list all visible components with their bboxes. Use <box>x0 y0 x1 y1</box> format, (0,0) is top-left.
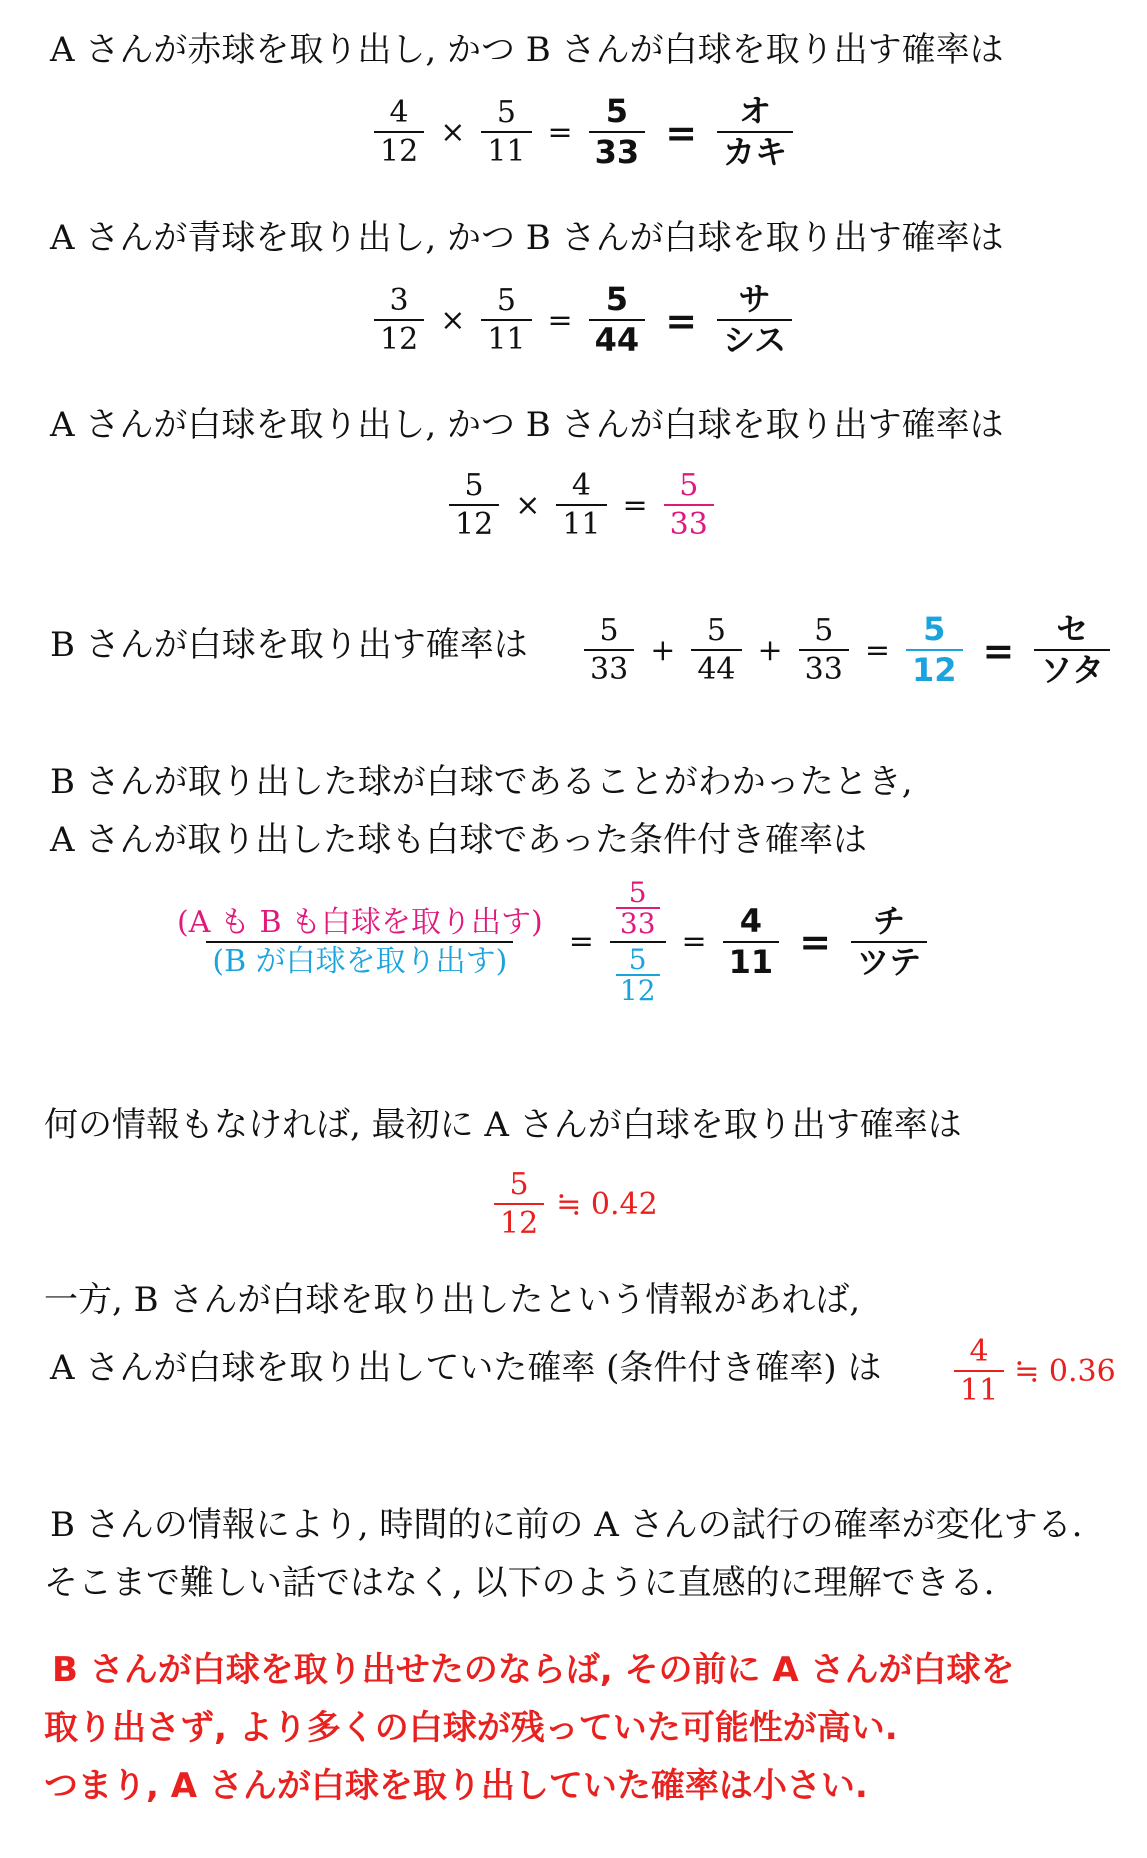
fraction-4-11: $\frac{4}{11}$ <box>954 1335 1004 1407</box>
approx-value: ≒ 0.36 <box>1014 1353 1116 1389</box>
fraction-result: $\frac{5}{44}$ <box>589 282 646 358</box>
text-condition-line1: B さんが取り出した球が白球であることがわかったとき, <box>50 762 913 802</box>
highlight-line1: B さんが白球を取り出せたのならば, その前に A さんが白球を <box>52 1650 1015 1690</box>
fraction-result: $\frac{4}{11}$ <box>723 904 780 980</box>
fraction-5-11: $\frac{5}{11}$ <box>481 284 531 356</box>
fraction-5-12: $\frac{5}{12}$ <box>494 1168 544 1240</box>
fraction-5-12: $\frac{5}{12}$ <box>449 469 499 541</box>
fraction-4-11: $\frac{4}{11}$ <box>556 469 606 541</box>
text-explain-line2: そこまで難しい話ではなく, 以下のように直感的に理解できる. <box>44 1563 995 1603</box>
answer-box-sashisu: $\frac{\text{サ}}{\text{シス}}$ <box>717 282 792 358</box>
text-condition-line2: A さんが取り出した球も白球であった条件付き確率は <box>50 820 868 860</box>
equation-blue-white: $\frac{3}{12}$ × $\frac{5}{11}$ = $\frac{5}{44}$ = $\frac{\text{サ}}{\text{シス}}$ <box>368 282 798 358</box>
equation-no-info <box>488 1168 658 1240</box>
text-b-white-prob: B さんが白球を取り出す確率は <box>50 625 528 665</box>
equation-b-white: $\frac{5}{33}$ + $\frac{5}{44}$ + $\frac{5}{33}$ = $\frac{5}{12}$ = $\frac{\text{セ}}{\text{ソタ}}$ <box>578 612 1116 688</box>
text-info-line1: 一方, B さんが白球を取り出したという情報があれば, <box>44 1280 861 1320</box>
text-explain-line1: B さんの情報により, 時間的に前の A さんの試行の確率が変化する. <box>50 1505 1083 1545</box>
text-white-white-prob: A さんが白球を取り出し, かつ B さんが白球を取り出す確率は <box>50 405 1004 445</box>
approx-value: ≒ 0.42 <box>556 1186 658 1222</box>
answer-box-sesota: $\frac{\text{セ}}{\text{ソタ}}$ <box>1034 612 1110 688</box>
fraction-5-33: $\frac{5}{33}$ <box>799 614 849 686</box>
fraction-result-pink: $\frac{5}{33}$ <box>664 469 714 541</box>
text-red-white-prob: A さんが赤球を取り出し, かつ B さんが白球を取り出す確率は <box>50 30 1004 70</box>
fraction-5-44: $\frac{5}{44}$ <box>691 614 741 686</box>
fraction-result-blue: $\frac{5}{12}$ <box>906 612 963 688</box>
answer-box-okaki: $\frac{\text{オ}}{\text{カキ}}$ <box>717 94 793 170</box>
fraction-3-12: $\frac{3}{12}$ <box>374 284 424 356</box>
text-blue-white-prob: A さんが青球を取り出し, かつ B さんが白球を取り出す確率は <box>50 218 1004 258</box>
equation-with-info <box>948 1335 1116 1407</box>
fraction-conditional-words: $\frac{\text{(A も B も白球を取り出す)}}{\text{(B が白球を取り出す)}}$ <box>177 904 543 979</box>
highlight-line3: つまり, A さんが白球を取り出していた確率は小さい. <box>44 1766 868 1806</box>
fraction-5-11: $\frac{5}{11}$ <box>481 96 531 168</box>
answer-box-chitsute: $\frac{\text{チ}}{\text{ツテ}}$ <box>851 904 927 980</box>
fraction-nested: 5 33 5 12 <box>610 878 666 1006</box>
fraction-result: $\frac{5}{33}$ <box>589 94 646 170</box>
equation-white-white: $\frac{5}{12}$ × $\frac{4}{11}$ = $\frac{5}{33}$ <box>443 469 720 541</box>
fraction-5-33: $\frac{5}{33}$ <box>584 614 634 686</box>
text-no-info-prob: 何の情報もなければ, 最初に A さんが白球を取り出す確率は <box>44 1105 962 1145</box>
equation-red-white: $\frac{4}{12}$ × $\frac{5}{11}$ = $\frac{5}{33}$ = $\frac{\text{オ}}{\text{カキ}}$ <box>368 94 799 170</box>
equation-conditional: $\frac{\text{(A も B も白球を取り出す)}}{\text{(B が白球を取り出す)}}$ = 5 33 5 12 = $\frac{4}{11}$ = $\frac{\text{チ}}{\text{ツテ}}$ <box>165 878 933 1006</box>
highlight-line2: 取り出さず, より多くの白球が残っていた可能性が高い. <box>44 1708 898 1748</box>
fraction-4-12: $\frac{4}{12}$ <box>374 96 424 168</box>
text-info-line2: A さんが白球を取り出していた確率 (条件付き確率) は <box>50 1348 882 1388</box>
